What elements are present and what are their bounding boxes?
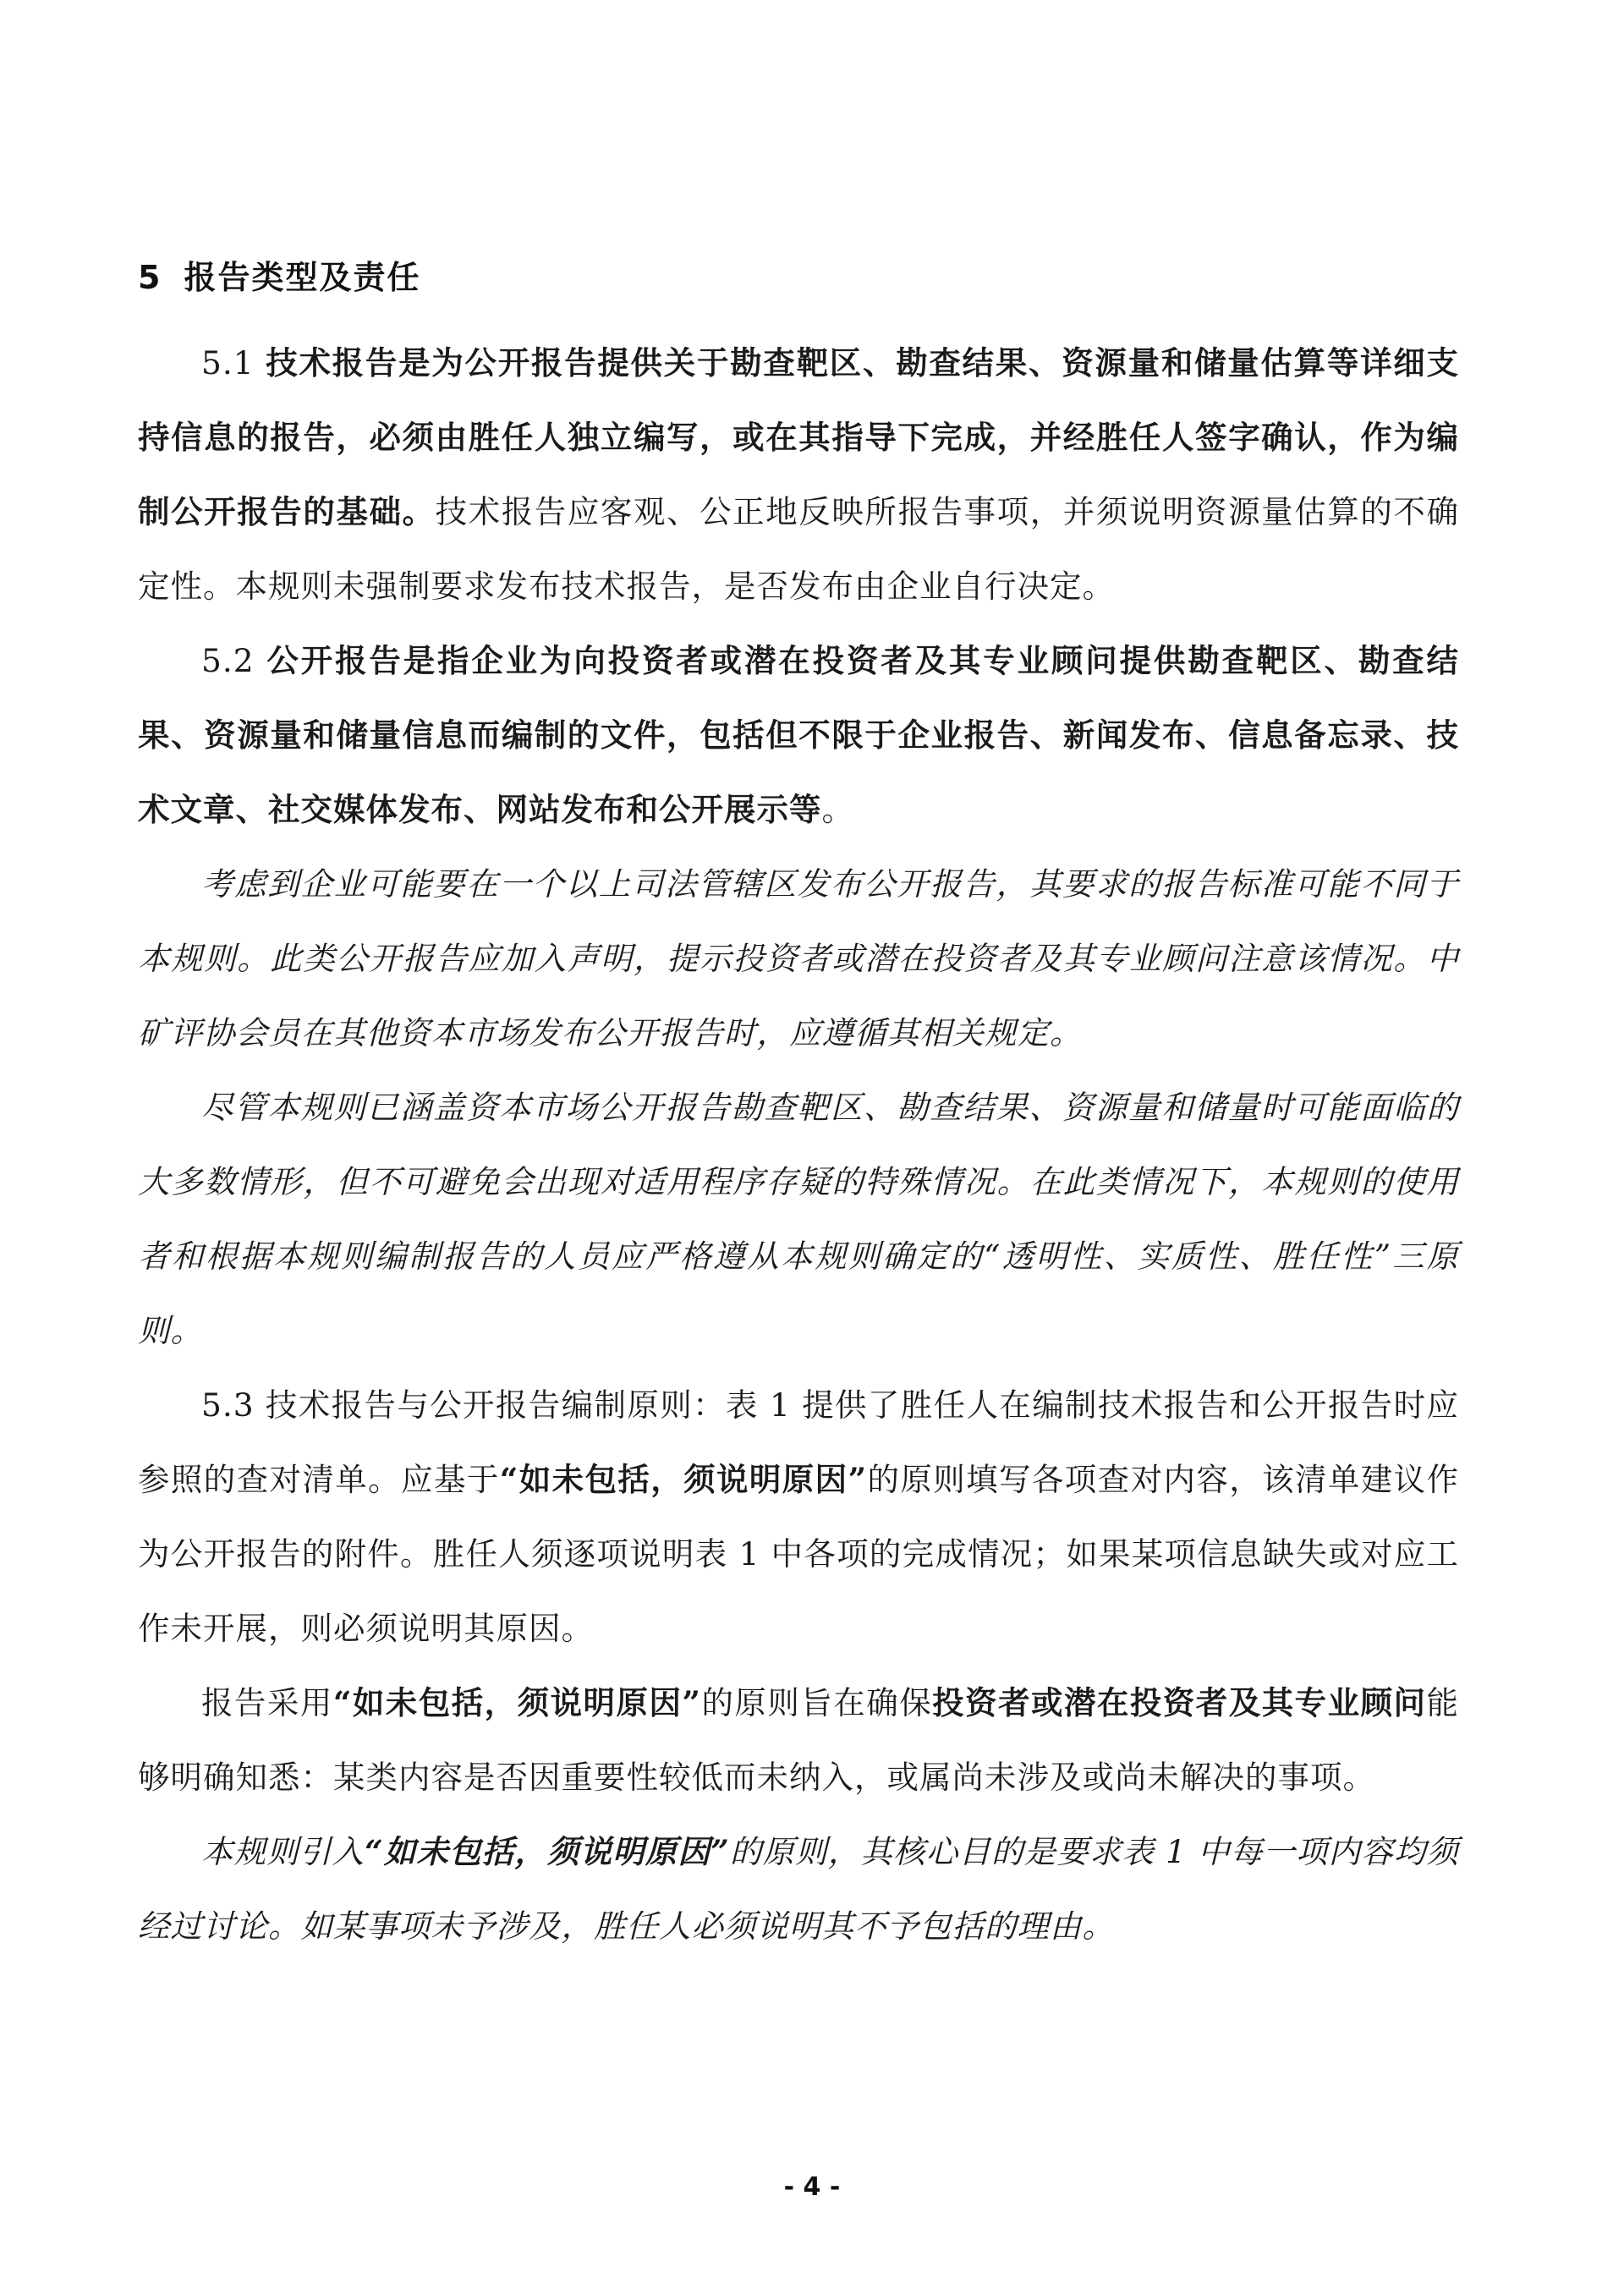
text-run: 尽管本规则已涵盖资本市场公开报告勘查靶区、勘查结果、资源量和储量时可能面临的大多数情形，但不可避免会出现对适用程序存疑的特殊情况。在此类情况下，本规则的使用者和根据本规则编制报告的人员应严格遵从本规则确定的“透明性、实质性、胜任性”三原则。 bbox=[138, 1089, 1459, 1349]
text-run: 的原则，其核心目的是要求表 1 中每一项内容均须经过讨论。如某事项未予涉及，胜任人必须说明其不予包括的理由。 bbox=[138, 1833, 1460, 1945]
text-run: “如未包括，须说明原因” bbox=[499, 1461, 868, 1498]
text-run: 本规则引入 bbox=[201, 1833, 365, 1870]
page-number: - 4 - bbox=[783, 2172, 841, 2202]
text-run: 5.2 bbox=[201, 642, 267, 679]
text-run: 5.3 技术报告与公开报告编制原则：表 1 提供了胜任人在编制技术报告和公开报告时应参照的查对清单。应基于 bbox=[138, 1386, 1459, 1498]
document-body bbox=[138, 326, 1459, 1963]
text-run: 报告采用 bbox=[201, 1684, 333, 1721]
text-run: 公开报告是指企业为向投资者或潜在投资者及其专业顾问提供勘查靶区、勘查结果、资源量和储量信息而编制的文件，包括但不限于企业报告、新闻发布、信息备忘录、技术文章、社交媒体发布、网站发布和公开展示等 bbox=[138, 642, 1459, 828]
paragraph-if-not-why bbox=[138, 1666, 1459, 1814]
section-title: 报告类型及责任 bbox=[184, 259, 421, 296]
text-run: “如未包括，须说明原因” bbox=[332, 1684, 701, 1721]
text-run: 技术报告应客观、公正地反映所报告事项，并须说明资源量估算的不确定性。本规则未强制要求发布技术报告，是否发布由企业自行决定。 bbox=[138, 493, 1459, 605]
text-run: 。 bbox=[821, 791, 854, 828]
paragraph-5-3 bbox=[138, 1368, 1459, 1666]
text-run: 能够明确知悉：某类内容是否因重要性较低而未纳入，或属尚未涉及或尚未解决的事项。 bbox=[138, 1684, 1460, 1796]
paragraph-5-1 bbox=[138, 326, 1459, 623]
paragraph-note-jurisdiction bbox=[138, 847, 1459, 1070]
paragraph-note-principles bbox=[138, 1070, 1459, 1368]
text-run: 技术报告是为公开报告提供关于勘查靶区、勘查结果、资源量和储量估算等详细支持信息的报告，必须由胜任人独立编写，或在其指导下完成，并经胜任人签字确认，作为编制公开报告的基础。 bbox=[138, 344, 1459, 530]
section-heading bbox=[138, 254, 420, 301]
text-run: 的原则旨在确保 bbox=[701, 1684, 933, 1721]
paragraph-5-2 bbox=[138, 623, 1459, 847]
text-run: 5.1 bbox=[201, 344, 266, 381]
section-number: 5 bbox=[138, 259, 162, 296]
text-run: 考虑到企业可能要在一个以上司法管辖区发布公开报告，其要求的报告标准可能不同于本规则。此类公开报告应加入声明，提示投资者或潜在投资者及其专业顾问注意该情况。中矿评协会员在其他资本市场发布公开报告时，应遵循其相关规定。 bbox=[138, 865, 1459, 1051]
text-run: 投资者或潜在投资者及其专业顾问 bbox=[932, 1684, 1427, 1721]
text-run: 的原则填写各项查对内容，该清单建议作为公开报告的附件。胜任人须逐项说明表 1 中各项的完成情况；如果某项信息缺失或对应工作未开展，则必须说明其原因。 bbox=[138, 1461, 1460, 1647]
paragraph-note-table1 bbox=[138, 1814, 1459, 1963]
text-run: “如未包括，须说明原因” bbox=[365, 1833, 730, 1870]
